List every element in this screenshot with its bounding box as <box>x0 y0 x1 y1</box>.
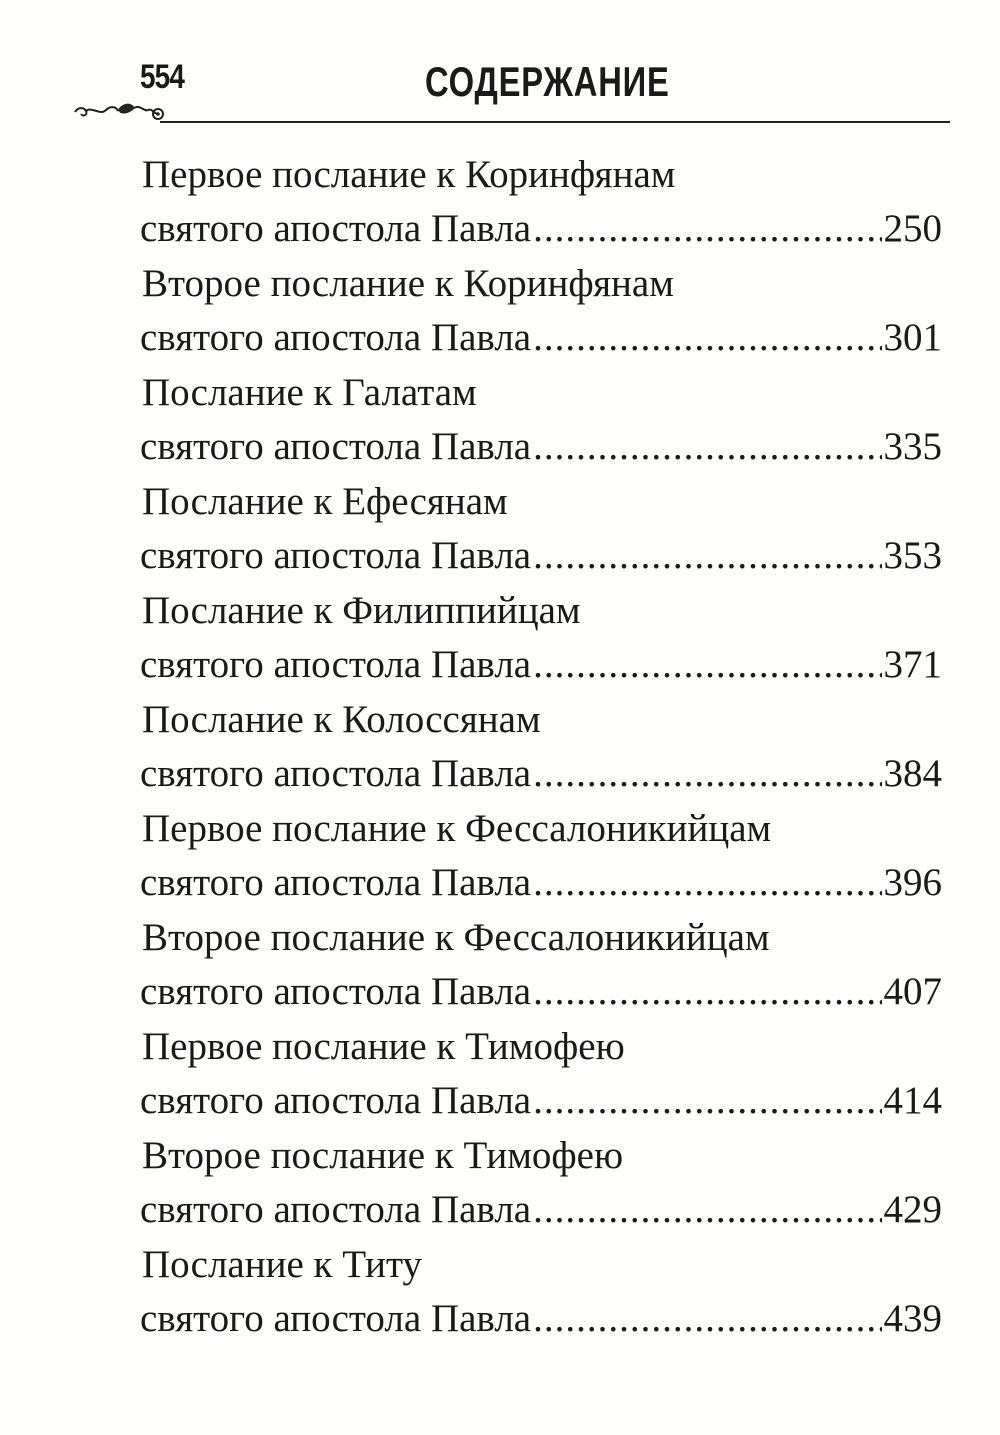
toc-entry[interactable] <box>0 584 1000 693</box>
toc-entry-title: Послание к Галатам <box>142 371 477 414</box>
toc-entry-subtitle: святого апостола Павла <box>140 534 532 577</box>
toc-entry-subtitle: святого апостола Павла <box>140 643 532 686</box>
toc-entry-line <box>140 751 942 796</box>
toc-entry-title: Послание к Колоссянам <box>142 698 541 741</box>
toc-entry-subtitle: святого апостола Павла <box>140 207 532 250</box>
page-header <box>0 0 1000 140</box>
dot-leader <box>533 533 881 578</box>
toc-page-number: 353 <box>883 534 942 577</box>
page-number: 554 <box>140 58 185 96</box>
dot-leader <box>533 206 881 251</box>
toc-entry-subtitle: святого апостола Павла <box>140 970 532 1013</box>
toc-page-number: 396 <box>883 861 942 904</box>
dot-leader <box>533 1078 881 1123</box>
toc-entry-line <box>140 1296 942 1341</box>
toc-entry-subtitle: святого апостола Павла <box>140 1188 532 1231</box>
toc-page-number: 250 <box>883 207 942 250</box>
table-of-contents <box>0 148 1000 1347</box>
toc-entry-subtitle: святого апостола Павла <box>140 861 532 904</box>
toc-entry-title: Первое послание к Фессалоникийцам <box>142 807 772 850</box>
toc-entry-title: Послание к Ефесянам <box>142 480 508 523</box>
toc-entry-line <box>140 424 942 469</box>
toc-entry-line <box>140 1078 942 1123</box>
toc-page-number: 301 <box>883 316 942 359</box>
toc-entry[interactable] <box>0 1020 1000 1129</box>
dot-leader <box>533 751 881 796</box>
toc-page-number: 371 <box>883 643 942 686</box>
toc-entry[interactable] <box>0 1238 1000 1347</box>
toc-entry-subtitle: святого апостола Павла <box>140 752 532 795</box>
dot-leader <box>533 315 881 360</box>
scroll-flourish-icon <box>72 98 167 124</box>
toc-page-number: 429 <box>883 1188 942 1231</box>
toc-page-number: 335 <box>883 425 942 468</box>
toc-entry[interactable] <box>0 693 1000 802</box>
toc-entry-subtitle: святого апостола Павла <box>140 316 532 359</box>
toc-entry[interactable] <box>0 148 1000 257</box>
toc-entry-title: Первое послание к Коринфянам <box>142 153 676 196</box>
toc-page-number: 384 <box>883 752 942 795</box>
toc-entry-title: Послание к Титу <box>142 1243 422 1286</box>
toc-entry-title: Второе послание к Фессалоникийцам <box>142 916 770 959</box>
toc-entry[interactable] <box>0 257 1000 366</box>
dot-leader <box>533 642 881 687</box>
toc-entry-subtitle: святого апостола Павла <box>140 1297 532 1340</box>
dot-leader <box>533 1296 881 1341</box>
page-title: СОДЕРЖАНИЕ <box>425 58 670 105</box>
toc-entry-title: Второе послание к Коринфянам <box>142 262 674 305</box>
toc-entry-line <box>140 206 942 251</box>
toc-entry-title: Первое послание к Тимофею <box>142 1025 625 1068</box>
toc-entry-title: Послание к Филиппийцам <box>142 589 581 632</box>
toc-entry[interactable] <box>0 802 1000 911</box>
toc-page-number: 407 <box>883 970 942 1013</box>
toc-entry[interactable] <box>0 366 1000 475</box>
dot-leader <box>533 424 881 469</box>
toc-entry-title: Второе послание к Тимофею <box>142 1134 624 1177</box>
toc-page-number: 439 <box>883 1297 942 1340</box>
header-rule <box>160 121 950 123</box>
dot-leader <box>533 1187 881 1232</box>
toc-entry-line <box>140 315 942 360</box>
toc-page-number: 414 <box>883 1079 942 1122</box>
toc-entry-subtitle: святого апостола Павла <box>140 1079 532 1122</box>
dot-leader <box>533 969 881 1014</box>
toc-entry[interactable] <box>0 475 1000 584</box>
toc-entry[interactable] <box>0 1129 1000 1238</box>
toc-entry-line <box>140 533 942 578</box>
toc-entry-line <box>140 642 942 687</box>
toc-entry-line <box>140 860 942 905</box>
toc-entry-line <box>140 1187 942 1232</box>
toc-entry-subtitle: святого апостола Павла <box>140 425 532 468</box>
toc-entry[interactable] <box>0 911 1000 1020</box>
toc-entry-line <box>140 969 942 1014</box>
dot-leader <box>533 860 881 905</box>
